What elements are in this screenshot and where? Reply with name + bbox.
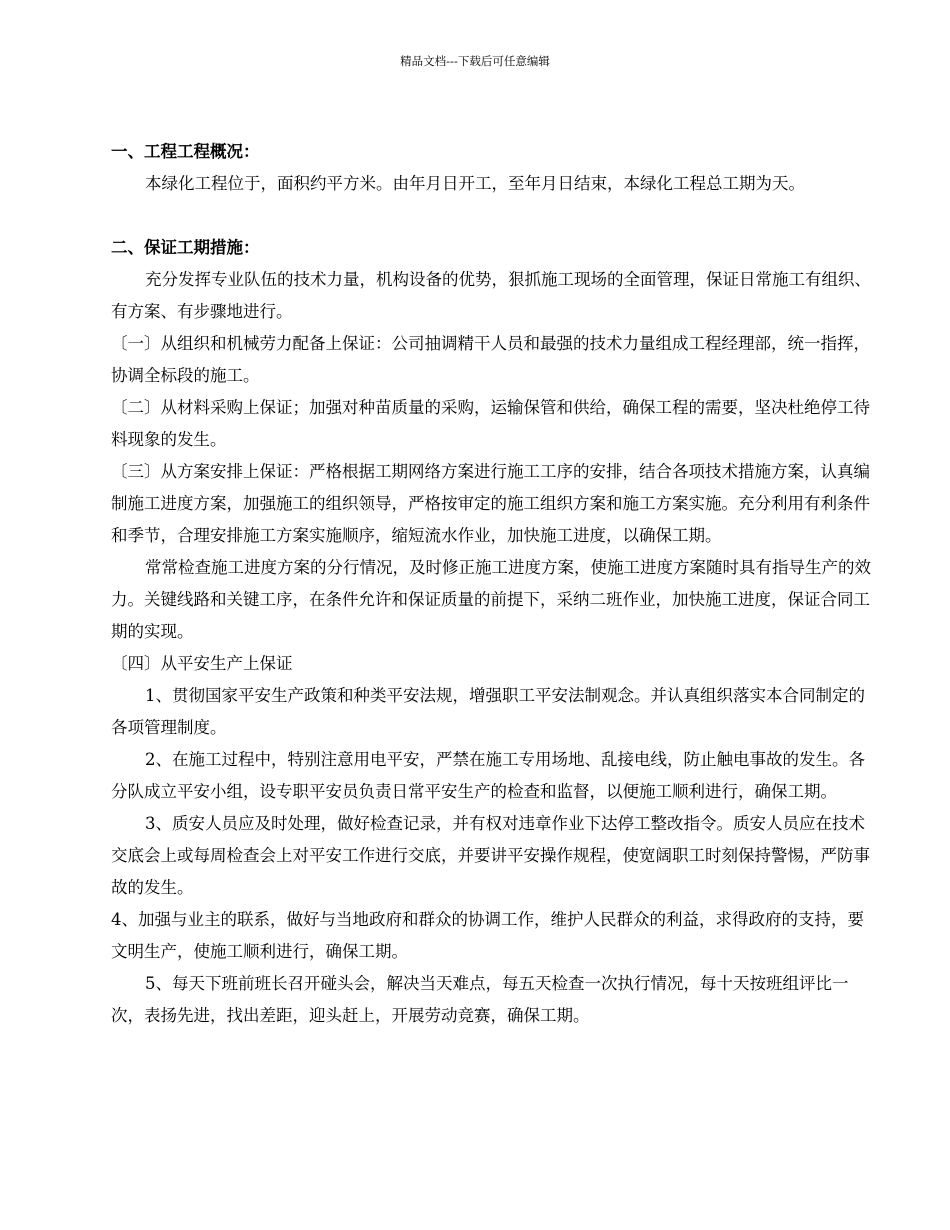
safety-point-3: 3、质安人员应及时处理，做好检查记录，并有权对违章作业下达停工整改指令。质安人员应在技术交底会上或每周检查会上对平安工作进行交底，并要讲平安操作规程，使宽阔职工时刻保持警惕，严防事故的发生。 <box>111 814 870 897</box>
safety-point-4: 4、加强与业主的联系，做好与当地政府和群众的协调工作，维护人民群众的利益，求得政府的支持，要文明生产，使施工顺利进行，确保工期。 <box>111 910 864 961</box>
safety-point-2: 2、在施工过程中，特别注意用电平安，严禁在施工专用场地、乱接电线，防止触电事故的发生。各分队成立平安小组，设专职平安员负责日常平安生产的检查和监督，以便施工顺利进行，确保工期。 <box>111 750 865 801</box>
page-header: 精品文档---下载后可任意编辑 <box>400 54 550 68</box>
measure-item-safety: 〔四〕从平安生产上保证 <box>111 654 293 673</box>
blank-line <box>111 200 871 232</box>
schedule-intro-paragraph: 充分发挥专业队伍的技术力量，机构设备的优势，狠抓施工现场的全面管理，保证日常施工有组织、有方案、有步骤地进行。 <box>111 270 871 321</box>
safety-point-5: 5、每天下班前班长召开碰头会，解决当天难点，每五天检查一次执行情况，每十天按班组评比一次，表扬先进，找出差距，迎头赶上，开展劳动竞赛，确保工期。 <box>111 974 849 1025</box>
measure-item-materials: 〔二〕从材料采购上保证；加强对种苗质量的采购，运输保管和供给，确保工程的需要，坚决杜绝停工待料现象的发生。 <box>111 398 870 449</box>
measure-item-plan: 〔三〕从方案安排上保证：严格根据工期网络方案进行施工工序的安排，结合各项技术措施方案，认真编制施工进度方案，加强施工的组织领导，严格按审定的施工组织方案和施工方案实施。充分利用有利条件和季节，合理安排施工方案实施顺序，缩短流水作业，加快施工进度，以确保工期。 <box>111 462 870 545</box>
safety-point-1: 1、贯彻国家平安生产政策和种类平安法规，增强职工平安法制观念。并认真组织落实本合同制定的各项管理制度。 <box>111 686 865 737</box>
progress-check-paragraph: 常常检查施工进度方案的分行情况，及时修正施工进度方案，使施工进度方案随时具有指导生产的效力。关键线路和关键工序，在条件允许和保证质量的前提下，采纳二班作业，加快施工进度，保证合同工期的实现。 <box>111 558 871 641</box>
overview-paragraph: 本绿化工程位于，面积约平方米。由年月日开工，至年月日结束，本绿化工程总工期为天。 <box>145 174 805 193</box>
section-heading-schedule: 二、保证工期措施： <box>111 238 260 257</box>
section-heading-overview: 一、工程工程概况： <box>111 142 260 161</box>
document-body <box>111 136 871 1032</box>
measure-item-organization: 〔一〕从组织和机械劳力配备上保证：公司抽调精干人员和最强的技术力量组成工程经理部，统一指挥，协调全标段的施工。 <box>111 334 870 385</box>
